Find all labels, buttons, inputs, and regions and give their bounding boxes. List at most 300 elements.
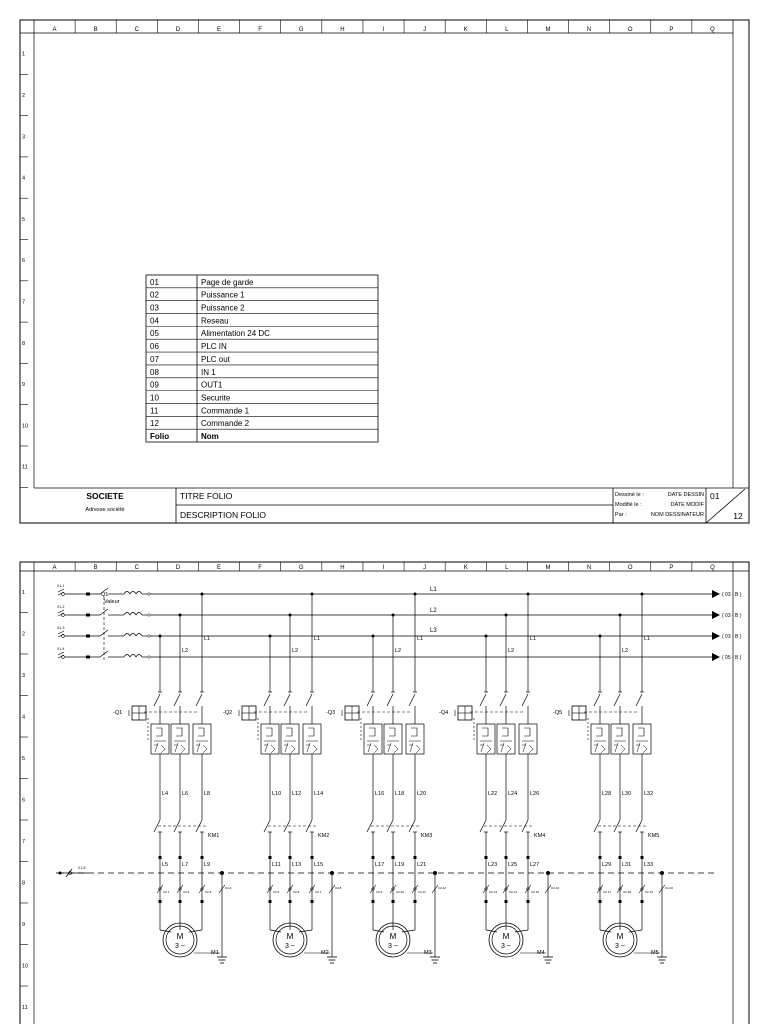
column-label: M — [545, 27, 551, 33]
magnetic-trip-symbol — [482, 728, 488, 736]
column-label: M — [545, 565, 551, 571]
terminal-block — [372, 856, 375, 859]
thermal-trip-symbol — [614, 743, 625, 753]
continuation-reference: ( 03 - B ) — [722, 592, 742, 598]
pe-terminal-label: X2-16 — [551, 886, 560, 890]
thermal-trip-symbol — [154, 743, 165, 753]
trip-unit — [477, 724, 495, 754]
company-address: Adresse société — [85, 507, 125, 513]
junction-dot — [179, 614, 182, 617]
terminal-label: X2-15 — [531, 890, 540, 894]
row-label: 5 — [22, 755, 26, 762]
terminal-block — [527, 856, 530, 859]
column-label: G — [298, 27, 304, 33]
terminal-block — [289, 856, 292, 859]
column-label: F — [258, 565, 262, 571]
main-breaker-label: Q1 — [101, 592, 109, 598]
bus-label-l1: L1 — [430, 587, 437, 593]
contactor-label: KM1 — [208, 833, 220, 839]
row-label: 10 — [22, 963, 29, 970]
pe-terminal-label: X2-12 — [438, 886, 447, 890]
table-cell-nom: Puissance 2 — [201, 303, 245, 313]
terminal-block — [159, 900, 162, 903]
motor-letter: M — [616, 932, 624, 941]
table-cell-folio: 11 — [150, 406, 159, 416]
column-label: E — [217, 565, 222, 571]
terminal-block — [641, 900, 644, 903]
motor-phase: 3 ~ — [175, 943, 185, 950]
table-header-nom: Nom — [201, 432, 219, 441]
terminal-block — [392, 900, 395, 903]
thermal-trip-symbol — [594, 743, 605, 753]
motor-letter: M — [176, 932, 184, 941]
table-cell-nom: Commande 1 — [201, 406, 250, 416]
trip-unit — [633, 724, 651, 754]
thermal-trip-symbol — [387, 743, 398, 753]
table-cell-folio: 03 — [150, 303, 159, 313]
magnetic-trip-symbol — [524, 728, 530, 736]
trip-unit — [193, 724, 211, 754]
trip-unit — [261, 724, 279, 754]
trip-unit — [303, 724, 321, 754]
folio-total: 12 — [733, 511, 743, 521]
drop-label-l1: L1 — [530, 636, 537, 642]
junction-dot — [289, 614, 292, 617]
earth-terminal-label: X1-5 — [78, 866, 86, 870]
terminal-block — [485, 856, 488, 859]
terminal-label: X2-18 — [623, 890, 632, 894]
column-label: B — [93, 27, 98, 33]
column-label: K — [463, 565, 468, 571]
terminal-label: X2-7 — [315, 890, 322, 894]
trip-unit — [519, 724, 537, 754]
motor-phase: 3 ~ — [285, 943, 295, 950]
magnetic-trip-symbol — [411, 728, 417, 736]
feeder-1 — [113, 593, 232, 964]
column-label: L — [505, 565, 509, 571]
trip-unit — [151, 724, 169, 754]
terminal-label: X2-13 — [489, 890, 498, 894]
wire-label: L19 — [395, 862, 405, 868]
folio-title: TITRE FOLIO — [180, 491, 233, 501]
modified-label: Modifié le : — [615, 502, 642, 508]
main-breaker-note: Valeur — [104, 599, 120, 605]
table-cell-nom: Page de garde — [201, 277, 254, 287]
supply-terminal-label: X1-2 — [57, 605, 65, 609]
terminal-block — [599, 856, 602, 859]
wire-label: L27 — [530, 862, 540, 868]
motor-label: M3 — [424, 950, 432, 956]
bus-label-l2: L2 — [430, 608, 437, 614]
table-cell-folio: 04 — [150, 316, 159, 326]
motor-phase: 3 ~ — [501, 943, 511, 950]
breaker-label: -Q2 — [223, 710, 233, 716]
terminal-circle — [62, 593, 65, 596]
column-label: G — [298, 565, 304, 571]
terminal-block — [86, 635, 90, 638]
row-header-column-2 — [20, 590, 28, 1024]
wire-label: L23 — [488, 862, 498, 868]
drawn-by-label: Par : — [615, 512, 627, 518]
column-label: K — [463, 27, 468, 33]
wire-label: L30 — [622, 791, 632, 797]
wire-label: L21 — [417, 862, 427, 868]
wire-label: L20 — [417, 791, 427, 797]
terminal-circle — [62, 656, 65, 659]
junction-dot — [159, 635, 162, 638]
motor-letter: M — [286, 932, 294, 941]
motor-label: M5 — [651, 950, 659, 956]
row-label: 2 — [22, 92, 26, 99]
table-cell-nom: Securite — [201, 393, 231, 403]
drawn-by-value: NOM DESSINATEUR — [650, 512, 704, 518]
wire-label: L5 — [162, 862, 169, 868]
column-label: L — [505, 27, 509, 33]
terminal-block — [505, 856, 508, 859]
wire-label: L33 — [644, 862, 654, 868]
trip-unit — [171, 724, 189, 754]
protective-earth-line — [56, 866, 716, 877]
table-cell-nom: Reseau — [201, 316, 229, 326]
column-label: C — [134, 565, 139, 571]
wire-label: L11 — [272, 862, 281, 868]
table-cell-folio: 12 — [150, 419, 159, 429]
row-label: 2 — [22, 631, 26, 638]
motor-letter: M — [502, 932, 510, 941]
row-label: 7 — [22, 838, 26, 845]
column-label: A — [52, 565, 57, 571]
title-block — [34, 488, 749, 523]
contactor-label: KM4 — [534, 833, 546, 839]
row-header-column — [20, 52, 28, 488]
row-label: 9 — [22, 921, 26, 928]
magnetic-trip-symbol — [176, 728, 182, 736]
table-cell-nom: Puissance 1 — [201, 290, 245, 300]
terminal-label: X2-11 — [418, 890, 426, 894]
wire-label: L6 — [182, 791, 189, 797]
wire-label: L15 — [314, 862, 324, 868]
trip-unit — [406, 724, 424, 754]
terminal-block — [86, 614, 90, 617]
terminal-block — [372, 900, 375, 903]
row-label: 4 — [22, 175, 26, 182]
breaker-label: -Q1 — [113, 710, 123, 716]
terminal-label: X2-6 — [293, 890, 300, 894]
drop-label-l1: L1 — [314, 636, 321, 642]
drawn-date: DATE DESSIN — [667, 492, 704, 498]
trip-unit — [611, 724, 629, 754]
folio-index-table — [146, 275, 378, 442]
table-cell-nom: Alimentation 24 DC — [201, 329, 270, 339]
thermal-trip-symbol — [480, 743, 491, 753]
motor-letter: M — [389, 932, 397, 941]
wire-label: L32 — [644, 791, 654, 797]
column-label: J — [423, 27, 427, 33]
junction-dot — [372, 635, 375, 638]
feeder-4 — [439, 593, 559, 964]
connection-point — [148, 635, 150, 637]
magnetic-trip-symbol — [308, 728, 314, 736]
terminal-block — [641, 856, 644, 859]
wire-label: L31 — [622, 862, 632, 868]
magnetic-trip-symbol — [389, 728, 395, 736]
row-label: 11 — [22, 1004, 28, 1011]
feeder-5 — [553, 593, 673, 964]
continuation-arrow — [712, 590, 720, 598]
terminal-block — [414, 900, 417, 903]
row-label: 9 — [22, 382, 26, 389]
terminal-block — [619, 900, 622, 903]
terminal-label: X2-17 — [603, 890, 612, 894]
wire-label: L18 — [395, 791, 405, 797]
column-header-row — [53, 20, 716, 33]
wire-label: L22 — [488, 791, 498, 797]
thermal-element — [124, 592, 142, 595]
connection-point — [148, 656, 150, 658]
motor-label: M2 — [321, 950, 329, 956]
motor-label: M4 — [537, 950, 545, 956]
continuation-reference: ( 03 - B ) — [722, 613, 742, 619]
table-cell-folio: 07 — [150, 354, 159, 364]
magnetic-trip-symbol — [286, 728, 292, 736]
table-cell-nom: OUT1 — [201, 380, 223, 390]
magnetic-trip-symbol — [502, 728, 508, 736]
continuation-arrow — [712, 653, 720, 661]
continuation-reference: ( 03 - B ) — [722, 634, 742, 640]
table-header-folio: Folio — [150, 432, 170, 441]
motor-phase: 3 ~ — [388, 943, 398, 950]
table-cell-folio: 09 — [150, 380, 159, 390]
column-label: O — [627, 565, 633, 571]
terminal-block — [269, 900, 272, 903]
wire-label: L24 — [508, 791, 518, 797]
terminal-label: X2-1 — [163, 890, 170, 894]
column-label: Q — [710, 27, 715, 33]
row-label: 3 — [22, 672, 26, 679]
folio-number: 01 — [710, 491, 720, 501]
junction-dot — [392, 614, 395, 617]
terminal-block — [179, 856, 182, 859]
terminal-label: X2-14 — [509, 890, 518, 894]
wire-label: L10 — [272, 791, 282, 797]
column-label: D — [175, 565, 181, 571]
magnetic-trip-symbol — [638, 728, 644, 736]
thermal-trip-symbol — [367, 743, 378, 753]
column-label: N — [586, 27, 592, 33]
continuation-arrow — [712, 611, 720, 619]
trip-unit — [281, 724, 299, 754]
thermal-trip-symbol — [174, 743, 185, 753]
thermal-element — [124, 634, 142, 637]
thermal-trip-symbol — [284, 743, 295, 753]
junction-dot — [641, 593, 644, 596]
terminal-block — [485, 900, 488, 903]
wire-label: L13 — [292, 862, 302, 868]
table-cell-nom: IN 1 — [201, 367, 216, 377]
thermal-trip-symbol — [409, 743, 420, 753]
table-cell-folio: 02 — [150, 290, 159, 300]
company-name: SOCIETE — [86, 491, 124, 501]
bus-label-l3: L3 — [430, 628, 437, 634]
junction-dot — [619, 614, 622, 617]
motor-phase: 3 ~ — [615, 943, 625, 950]
column-label: P — [669, 27, 674, 33]
wire-label: L12 — [292, 791, 302, 797]
magnetic-trip-symbol — [596, 728, 602, 736]
drop-label-l2: L2 — [395, 648, 402, 654]
continuation-arrow — [712, 632, 720, 640]
terminal-label: X2-19 — [645, 890, 654, 894]
connection-point — [148, 593, 150, 595]
row-label: 4 — [22, 714, 26, 721]
pe-terminal-label: X2-20 — [665, 886, 674, 890]
trip-unit — [384, 724, 402, 754]
pe-terminal-label: X2-8 — [335, 886, 342, 890]
row-label: 5 — [22, 216, 26, 223]
drop-label-l2: L2 — [182, 648, 189, 654]
junction-dot — [201, 593, 204, 596]
terminal-block — [311, 900, 314, 903]
connection-point — [148, 614, 150, 616]
sheet-1-border — [20, 20, 749, 523]
wire-label: L17 — [375, 862, 385, 868]
row-label: 8 — [22, 880, 26, 887]
continuation-reference: ( 05 - B ) — [722, 655, 742, 661]
drop-label-l2: L2 — [292, 648, 299, 654]
table-cell-nom: Commande 2 — [201, 419, 250, 429]
drop-label-l1: L1 — [417, 636, 424, 642]
table-cell-folio: 06 — [150, 342, 159, 352]
column-label: C — [134, 27, 139, 33]
terminal-block — [289, 900, 292, 903]
column-label: H — [340, 27, 345, 33]
thermal-trip-symbol — [636, 743, 647, 753]
junction-dot — [505, 614, 508, 617]
wire-label: L25 — [508, 862, 518, 868]
terminal-label: X2-10 — [396, 890, 405, 894]
column-header-row-2 — [53, 562, 716, 571]
junction-dot — [527, 593, 530, 596]
breaker-label: -Q5 — [553, 710, 563, 716]
magnetic-trip-symbol — [266, 728, 272, 736]
wire-label: L4 — [162, 791, 169, 797]
thermal-trip-symbol — [306, 743, 317, 753]
wire-label: L14 — [314, 791, 324, 797]
feeder-3 — [326, 593, 449, 964]
terminal-block — [527, 900, 530, 903]
column-label: J — [423, 565, 427, 571]
feeder-2 — [223, 593, 342, 964]
terminal-label: X2-9 — [376, 890, 383, 894]
drawn-label: Dessiné le : — [615, 492, 644, 498]
motor-feeders — [113, 593, 673, 964]
column-label: P — [669, 565, 674, 571]
supply-terminal-label: X1-1 — [57, 584, 65, 588]
column-label: F — [258, 27, 262, 33]
terminal-block — [159, 856, 162, 859]
terminal-block — [201, 900, 204, 903]
terminal-block — [86, 656, 90, 659]
column-label: I — [382, 565, 385, 571]
column-label: B — [93, 565, 98, 571]
junction-dot — [269, 635, 272, 638]
contactor-label: KM3 — [421, 833, 433, 839]
row-label: 1 — [22, 51, 26, 58]
table-cell-nom: PLC out — [201, 354, 230, 364]
magnetic-trip-symbol — [369, 728, 375, 736]
magnetic-trip-symbol — [198, 728, 204, 736]
row-label: 7 — [22, 299, 26, 306]
sheet-1 — [20, 20, 749, 523]
terminal-circle — [62, 635, 65, 638]
wire-label: L9 — [204, 862, 211, 868]
contactor-label: KM5 — [648, 833, 660, 839]
column-label: N — [586, 565, 592, 571]
table-cell-folio: 10 — [150, 393, 159, 403]
column-label: H — [340, 565, 345, 571]
supply-terminal-label: X1-4 — [57, 647, 65, 651]
wire-label: L8 — [204, 791, 211, 797]
terminal-block — [201, 856, 204, 859]
thermal-element — [124, 655, 142, 658]
column-label: A — [52, 27, 57, 33]
thermal-trip-symbol — [264, 743, 275, 753]
terminal-block — [414, 856, 417, 859]
trip-unit — [497, 724, 515, 754]
junction-dot — [414, 593, 417, 596]
terminal-block — [599, 900, 602, 903]
wire-label: L28 — [602, 791, 612, 797]
terminal-block — [86, 593, 90, 596]
trip-unit — [364, 724, 382, 754]
terminal-label: X2-5 — [273, 890, 280, 894]
breaker-label: -Q3 — [326, 710, 336, 716]
drop-label-l1: L1 — [644, 636, 651, 642]
column-label: D — [175, 27, 181, 33]
thermal-element — [124, 613, 142, 616]
terminal-label: X2-2 — [183, 890, 190, 894]
motor-label: M1 — [211, 950, 219, 956]
column-label: Q — [710, 565, 715, 571]
thermal-trip-symbol — [522, 743, 533, 753]
sheet-2 — [20, 562, 749, 1024]
table-cell-nom: PLC IN — [201, 342, 227, 352]
wire-label: L26 — [530, 791, 540, 797]
column-label: I — [382, 27, 385, 33]
wire-label: L7 — [182, 862, 189, 868]
row-label: 3 — [22, 134, 26, 141]
table-cell-folio: 05 — [150, 329, 159, 339]
row-label: 6 — [22, 258, 26, 265]
contactor-label: KM2 — [318, 833, 330, 839]
terminal-circle — [62, 614, 65, 617]
terminal-block — [505, 900, 508, 903]
trip-unit — [591, 724, 609, 754]
row-label: 11 — [22, 464, 28, 471]
junction-dot — [311, 593, 314, 596]
row-label: 6 — [22, 797, 26, 804]
thermal-trip-symbol — [196, 743, 207, 753]
modified-date: DATE MODIF — [670, 502, 704, 508]
drop-label-l2: L2 — [508, 648, 515, 654]
column-label: O — [627, 27, 633, 33]
table-cell-folio: 08 — [150, 367, 159, 377]
drop-label-l2: L2 — [622, 648, 629, 654]
magnetic-trip-symbol — [616, 728, 622, 736]
row-label: 8 — [22, 340, 26, 347]
breaker-label: -Q4 — [439, 710, 449, 716]
magnetic-trip-symbol — [156, 728, 162, 736]
